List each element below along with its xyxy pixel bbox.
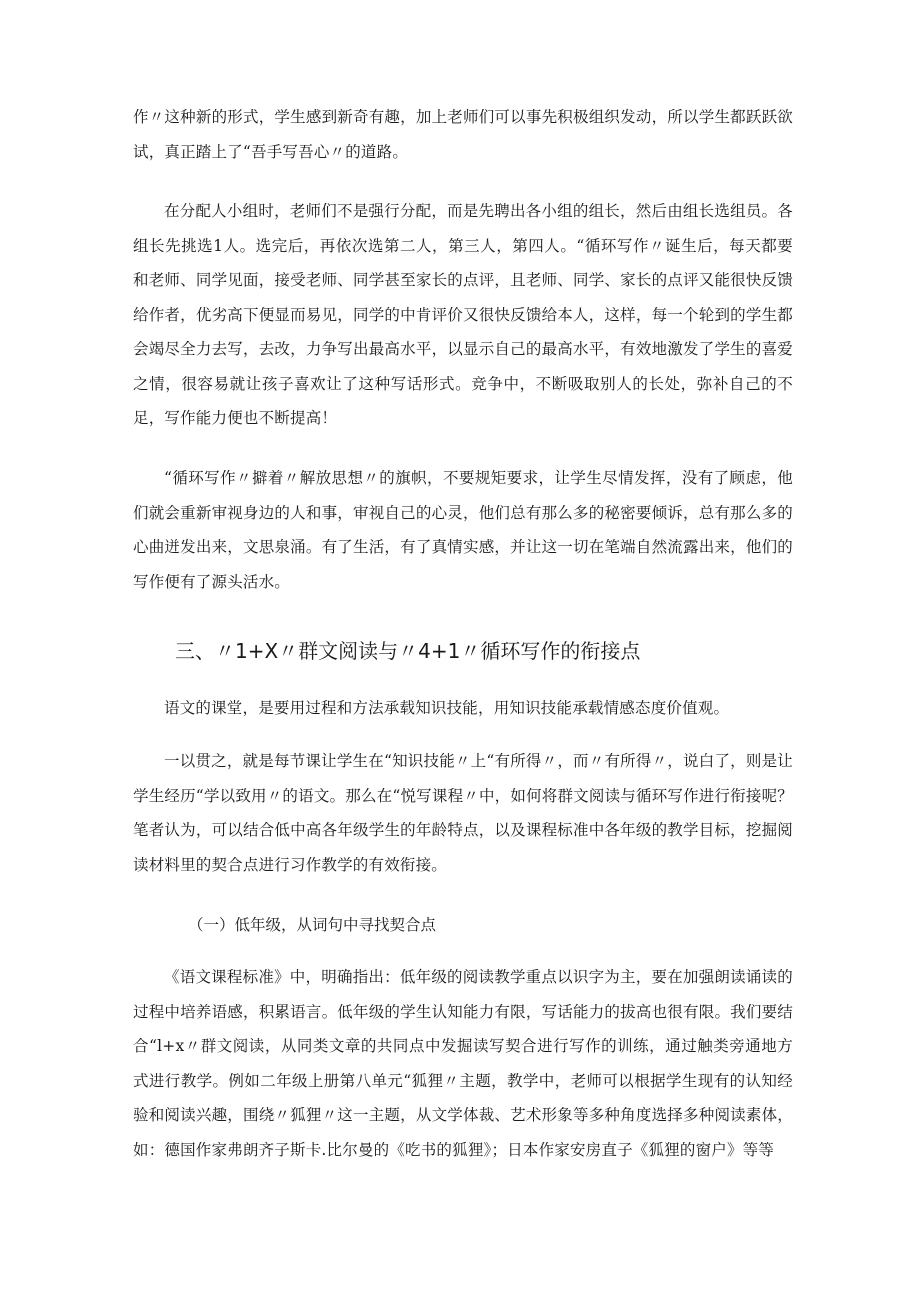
subsection-heading: （一）低年级，从词句中寻找契合点	[188, 916, 437, 934]
section-heading: 三、〃1+X〃群文阅读与〃4+1〃循环写作的衔接点	[175, 639, 641, 663]
paragraph-4: 语文的课堂，是要用过程和方法承载知识技能，用知识技能承载情感态度价值观。	[164, 699, 730, 717]
paragraph-2: 在分配人小组时，老师们不是强行分配，而是先聘出各小组的组长，然后由组长选组员。各组长先挑选1人。选完后，再依次选第二人，第三人，第四人。“循环写作〃诞生后，每天都要和老师、同学见面，接受老师、同学甚至家长的点评，且老师、同学、家长的点评又能很快反馈给作者，优劣高下便显而易见，同学的中肯评价又很快反馈给本人，这样，每一个轮到的学生都会竭尽全力去写，去改，力争写出最高水平，以显示自己的最高水平，有效地激发了学生的喜爱之情，很容易就让孩子喜欢让了这种写话形式。竞争中，不断吸取别人的长处，弥补自己的不足，写作能力便也不断提高！	[133, 202, 793, 427]
paragraph-5: 一以贯之，就是每节课让学生在“知识技能〃上“有所得〃，而〃有所得〃，说白了，则是让学生经历“学以致用〃的语文。那么在“悦写课程〃中，如何将群文阅读与循环写作进行衔接呢？笔者认为，可以结合低中高各年级学生的年龄特点，以及课程标准中各年级的教学目标，挖掘阅读材料里的契合点进行习作教学的有效衔接。	[133, 752, 793, 874]
paragraph-1: 作〃这种新的形式，学生感到新奇有趣，加上老师们可以事先积极组织发动，所以学生都跃跃欲试，真正踏上了“吾手写吾心〃的道路。	[133, 108, 793, 161]
paragraph-6: 《语文课程标准》中，明确指出：低年级的阅读教学重点以识字为主，要在加强朗读诵读的过程中培养语感，积累语言。低年级的学生认知能力有限，写话能力的拔高也很有限。我们要结合“l+x〃群文阅读，从同类文章的共同点中发掘读写契合进行写作的训练，通过触类旁通地方式进行教学。例如二年级上册第八单元“狐狸〃主题，教学中，老师可以根据学生现有的认知经验和阅读兴趣，围绕〃狐狸〃这一主题，从文学体裁、艺术形象等多种角度选择多种阅读素体，如：德国作家弗朗齐子斯卡.比尔曼的《吃书的狐狸》；日本作家安房直子《狐狸的窗户》等等	[133, 968, 793, 1159]
paragraph-3: “循环写作〃擗着〃解放思想〃的旗帜，不要规矩要求，让学生尽情发挥，没有了顾虑，他们就会重新审视身边的人和事，审视自己的心灵，他们总有那么多的秘密要倾诉，总有那么多的心曲迸发出来，文思泉涌。有了生活，有了真情实感，并让这一切在笔端自然流露出来，他们的写作便有了源头活水。	[133, 469, 793, 591]
